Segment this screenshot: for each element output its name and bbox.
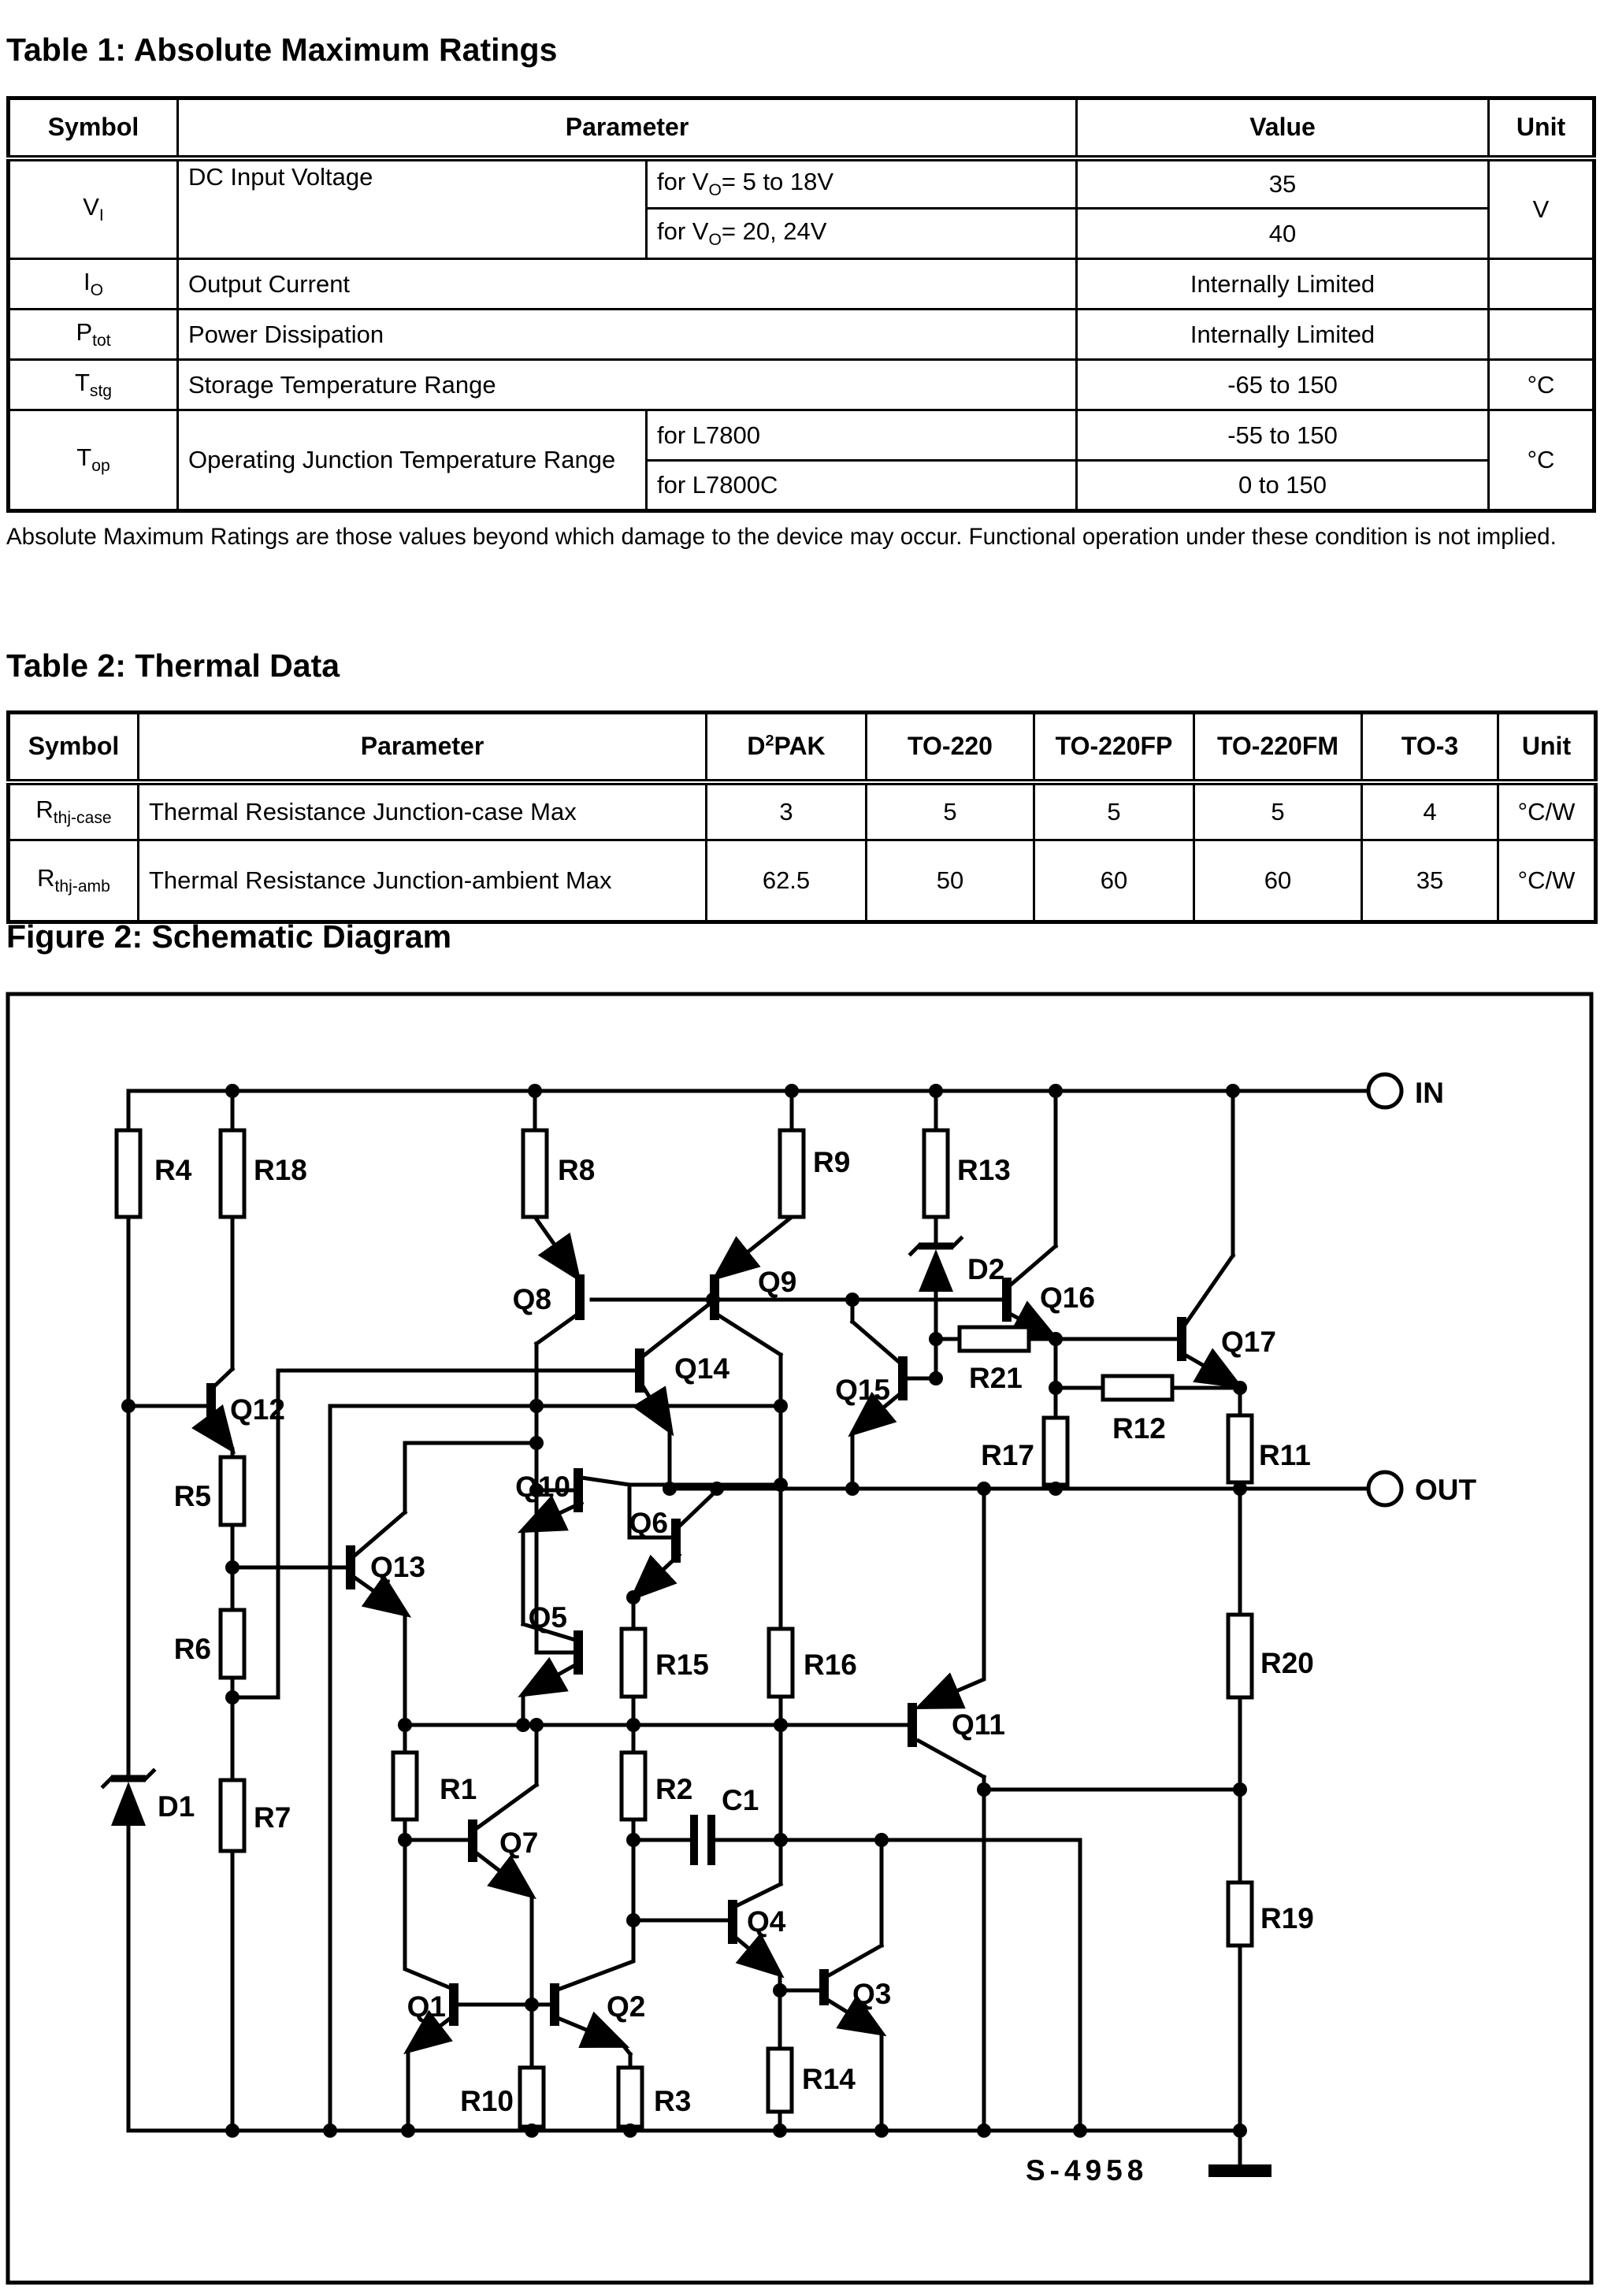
resistor-r9 <box>780 1130 804 1217</box>
component-label-r9: R9 <box>813 1146 851 1178</box>
t1-sym-vi: $V_I$ <box>9 158 178 259</box>
component-label-r14: R14 <box>802 2063 856 2095</box>
t2-case-to3: 4 <box>1362 782 1498 840</box>
component-label-r8: R8 <box>558 1154 596 1186</box>
component-label-r11: R11 <box>1259 1439 1311 1471</box>
t2-h-symbol: Symbol <box>9 713 139 782</box>
component-labels-group <box>154 1077 1477 2187</box>
figure2-title: Figure 2: Schematic Diagram <box>6 918 452 955</box>
component-label-r2: R2 <box>655 1773 693 1805</box>
component-label-q17: Q17 <box>1221 1326 1276 1358</box>
in-terminal <box>1368 1074 1401 1107</box>
component-label-q3: Q3 <box>852 1978 892 2010</box>
t2-case-to220fm: 5 <box>1194 782 1362 840</box>
component-label-q12: Q12 <box>230 1393 285 1426</box>
t2-h-unit: Unit <box>1498 713 1596 782</box>
t1-val-tstg: -65 to 150 <box>1077 360 1489 410</box>
resistor-r1 <box>393 1753 417 1819</box>
resistor-r21 <box>960 1327 1029 1351</box>
out-terminal <box>1368 1472 1401 1505</box>
table1-note: Absolute Maximum Ratings are those values beyond which damage to the device may occur. Functional operation under these condition is not implied. <box>6 524 1557 550</box>
component-label-r10: R10 <box>460 2085 514 2117</box>
resistor-r11 <box>1228 1415 1252 1482</box>
t1-val-top-1: -55 to 150 <box>1077 410 1489 461</box>
resistor-r6 <box>221 1610 244 1678</box>
resistor-r15 <box>622 1629 645 1697</box>
t1-unit-tstg: °C <box>1489 360 1594 410</box>
ground-symbol <box>1208 2164 1271 2177</box>
resistor-r10 <box>520 2068 544 2127</box>
component-label-in: IN <box>1415 1077 1444 1109</box>
component-label-r3: R3 <box>654 2085 692 2117</box>
t1-unit-top: °C <box>1489 410 1594 511</box>
t2-amb-to220fm: 60 <box>1194 840 1362 922</box>
component-label-q9: Q9 <box>758 1266 797 1298</box>
capacitor-c1 <box>690 1815 715 1865</box>
t1-sym-top: $T_{op}$ <box>9 410 178 511</box>
resistor-r7 <box>221 1780 244 1851</box>
t1-param-vi: DC Input Voltage <box>178 158 647 259</box>
resistor-r8 <box>523 1130 547 1217</box>
t1-h-value: Value <box>1077 98 1489 158</box>
t1-val-ptot: Internally Limited <box>1077 310 1489 360</box>
resistor-r16 <box>769 1629 793 1697</box>
t2-case-d2pak: 3 <box>707 782 867 840</box>
t2-case-unit: °C/W <box>1498 782 1596 840</box>
t1-sym-tstg: $T_{stg}$ <box>9 360 178 410</box>
t2-h-to220: TO-220 <box>867 713 1034 782</box>
component-label-q8: Q8 <box>512 1283 551 1315</box>
component-label-r1: R1 <box>440 1773 477 1805</box>
t2-h-d2pak: $D^2PAK$ <box>707 713 867 782</box>
t1-cond-vi-1: for $V_O= 5$ to 18V <box>647 158 1077 209</box>
t1-unit-vi: V <box>1489 158 1594 259</box>
component-label-q10: Q10 <box>515 1471 570 1503</box>
component-label-r4: R4 <box>154 1154 192 1186</box>
t1-param-tstg: Storage Temperature Range <box>178 360 1077 410</box>
component-label-q1: Q1 <box>406 1990 446 2023</box>
component-label-q16: Q16 <box>1040 1282 1095 1314</box>
t2-amb-to220fp: 60 <box>1034 840 1194 922</box>
resistor-r20 <box>1228 1615 1252 1697</box>
t2-h-to220fp: TO-220FP <box>1034 713 1194 782</box>
t2-h-to220fm: TO-220FM <box>1194 713 1362 782</box>
component-label-q4: Q4 <box>747 1905 786 1938</box>
t2-amb-to220: 50 <box>867 840 1034 922</box>
t1-param-io: Output Current <box>178 259 1077 310</box>
component-label-r13: R13 <box>957 1154 1011 1186</box>
t1-param-top: Operating Junction Temperature Range <box>178 410 647 511</box>
component-label-q5: Q5 <box>528 1601 567 1634</box>
resistor-r12 <box>1103 1376 1172 1400</box>
component-label-c1: C1 <box>722 1784 759 1816</box>
t1-val-vi-1: 35 <box>1077 158 1489 209</box>
t2-amb-d2pak: 62.5 <box>707 840 867 922</box>
component-label-r7: R7 <box>254 1801 291 1834</box>
t1-val-io: Internally Limited <box>1077 259 1489 310</box>
t1-h-parameter: Parameter <box>178 98 1077 158</box>
t1-param-ptot: Power Dissipation <box>178 310 1077 360</box>
diode-d2 <box>911 1238 961 1292</box>
t2-h-parameter: Parameter <box>139 713 707 782</box>
resistor-r18 <box>221 1130 244 1217</box>
component-label-r17: R17 <box>981 1439 1034 1471</box>
component-label-r5: R5 <box>173 1480 211 1512</box>
component-label-r12: R12 <box>1112 1412 1166 1445</box>
t1-cond-top-1: for L7800 <box>647 410 1077 461</box>
component-label-r15: R15 <box>655 1649 709 1681</box>
component-label-d1: D1 <box>158 1790 195 1823</box>
component-label-r18: R18 <box>254 1154 307 1186</box>
diode-d1 <box>103 1771 154 1826</box>
component-label-out: OUT <box>1415 1474 1477 1506</box>
t2-sym-amb: $R_{thj-amb}$ <box>9 840 139 922</box>
component-label-s-4958: S-4958 <box>1026 2154 1149 2187</box>
component-label-r20: R20 <box>1260 1647 1314 1679</box>
t1-h-unit: Unit <box>1489 98 1594 158</box>
t1-h-symbol: Symbol <box>9 98 178 158</box>
component-label-r21: R21 <box>969 1362 1023 1394</box>
emitter-arrows-group <box>214 1217 1237 2049</box>
component-label-q14: Q14 <box>674 1352 729 1385</box>
component-label-q2: Q2 <box>607 1990 646 2023</box>
component-label-r16: R16 <box>804 1649 857 1681</box>
t2-sym-case: $R_{thj-case}$ <box>9 782 139 840</box>
t2-amb-to3: 35 <box>1362 840 1498 922</box>
resistor-r4 <box>117 1130 140 1217</box>
t1-sym-io: $I_O$ <box>9 259 178 310</box>
t2-case-to220: 5 <box>867 782 1034 840</box>
component-label-r6: R6 <box>173 1633 211 1665</box>
component-label-q7: Q7 <box>499 1827 539 1859</box>
component-label-q15: Q15 <box>835 1374 890 1406</box>
resistor-r2 <box>622 1753 645 1819</box>
resistor-r13 <box>924 1130 948 1217</box>
t1-val-vi-2: 40 <box>1077 209 1489 259</box>
component-label-r19: R19 <box>1260 1902 1314 1934</box>
resistor-r17 <box>1044 1418 1067 1485</box>
t1-sym-ptot: $P_{tot}$ <box>9 310 178 360</box>
t1-cond-top-2: for L7800C <box>647 461 1077 511</box>
resistor-r5 <box>221 1457 244 1525</box>
table1-title: Table 1: Absolute Maximum Ratings <box>6 32 558 68</box>
t2-h-to3: TO-3 <box>1362 713 1498 782</box>
t2-amb-unit: °C/W <box>1498 840 1596 922</box>
component-label-q11: Q11 <box>952 1708 1005 1741</box>
component-label-q6: Q6 <box>629 1507 668 1539</box>
table2-title: Table 2: Thermal Data <box>6 647 340 684</box>
resistor-r19 <box>1228 1882 1252 1945</box>
component-label-d2: D2 <box>967 1253 1005 1285</box>
resistor-r14 <box>768 2049 792 2112</box>
component-label-q13: Q13 <box>370 1551 425 1583</box>
resistor-r3 <box>618 2068 642 2127</box>
t2-case-to220fp: 5 <box>1034 782 1194 840</box>
t2-param-amb: Thermal Resistance Junction-ambient Max <box>139 840 707 922</box>
t1-val-top-2: 0 to 150 <box>1077 461 1489 511</box>
t1-cond-vi-2: for $V_O= 20$, 24V <box>647 209 1077 259</box>
t2-param-case: Thermal Resistance Junction-case Max <box>139 782 707 840</box>
